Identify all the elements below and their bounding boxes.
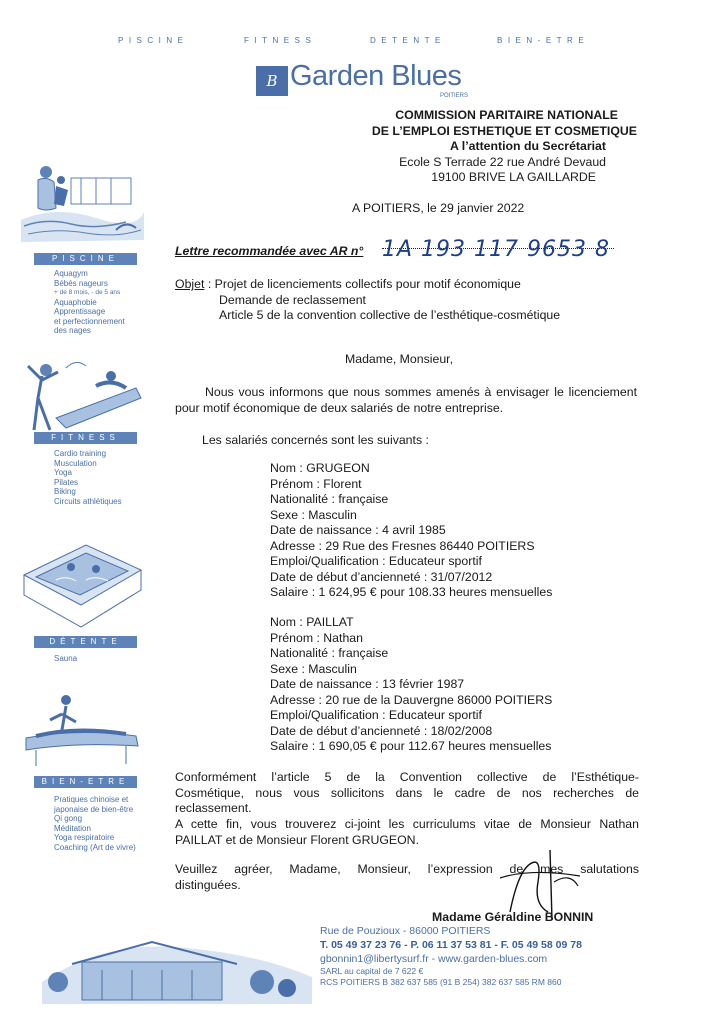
logo-name: Garden Blues bbox=[290, 60, 462, 92]
list-item: Musculation bbox=[54, 458, 97, 468]
list-item: Pratiques chinoise et bbox=[54, 795, 129, 804]
recipient-line-2: DE L’EMPLOI ESTHETIQUE ET COSMETIQUE bbox=[371, 123, 637, 138]
tagline-bien-etre: BIEN-ETRE bbox=[497, 36, 590, 45]
paragraph-intro: Nous vous informons que nous sommes amenés à envisager le licenciement pour motif économique de deux salariés de notre entreprise. bbox=[175, 385, 637, 415]
jacuzzi-illustration-icon bbox=[16, 535, 146, 630]
section-bar-detente: DÉTENTE bbox=[34, 636, 137, 648]
list-item: Pilates bbox=[54, 477, 79, 487]
list-item: Qi gong bbox=[54, 814, 83, 823]
subject-line-2: Demande de reclassement bbox=[219, 292, 366, 307]
signer-name: Madame Géraldine BONNIN bbox=[432, 910, 594, 924]
sidebar bbox=[12, 150, 152, 870]
list-item: Cardio training bbox=[54, 449, 107, 458]
employee-field: Prénom : Florent bbox=[270, 476, 362, 491]
footer-rcs: RCS POITIERS B 382 637 585 (91 B 254) 382 637 585 RM 860 bbox=[320, 977, 562, 987]
paragraph-article bbox=[175, 770, 639, 817]
fitness-illustration-icon bbox=[16, 358, 146, 433]
list-item: et perfectionnement bbox=[54, 316, 125, 326]
employee-field: Date de naissance : 13 février 1987 bbox=[270, 677, 465, 691]
letter-date: A POITIERS, le 29 janvier 2022 bbox=[352, 201, 525, 215]
list-item: Aquagym bbox=[54, 269, 88, 278]
list-item: des nages bbox=[54, 326, 91, 335]
list-detente bbox=[54, 654, 77, 664]
paragraph-line: Conformément l’article 5 de la Convention collective de l’Esthétique- bbox=[175, 770, 639, 784]
list-item: Bébés nageurs bbox=[54, 278, 108, 288]
list-item: Biking bbox=[54, 487, 76, 496]
employee-record bbox=[270, 461, 552, 601]
subject-line-1: Projet de licenciements collectifs pour motif économique bbox=[214, 277, 521, 291]
employee-field: Date de début d’ancienneté : 31/07/2012 bbox=[270, 569, 493, 584]
list-item: Circuits athlétiques bbox=[54, 496, 122, 506]
list-item: Coaching (Art de vivre) bbox=[54, 842, 136, 852]
paragraph-line: distinguées. bbox=[175, 877, 241, 892]
employee-field: Emploi/Qualification : Educateur sportif bbox=[270, 708, 482, 722]
tagline-detente: DETENTE bbox=[370, 36, 446, 45]
recipient-line-5: 19100 BRIVE LA GAILLARDE bbox=[431, 170, 596, 184]
logo-mark-icon: B bbox=[256, 66, 288, 96]
employee-field: Adresse : 29 Rue des Fresnes 86440 POITIERS bbox=[270, 538, 535, 553]
recipient-line-4: Ecole S Terrade 22 rue André Devaud bbox=[399, 154, 606, 169]
list-item: Yoga bbox=[54, 468, 72, 477]
list-item: Aquaphobie bbox=[54, 297, 97, 307]
recipient-line-3: A l’attention du Secrétariat bbox=[449, 139, 606, 153]
list-piscine bbox=[54, 269, 125, 336]
tagline bbox=[0, 36, 724, 50]
employee-field: Nationalité : française bbox=[270, 492, 389, 506]
employee-field: Date de naissance : 4 avril 1985 bbox=[270, 523, 446, 537]
employee-field: Salaire : 1 624,95 € pour 108.33 heures mensuelles bbox=[270, 585, 553, 599]
employee-field: Adresse : 20 rue de la Dauvergne 86000 POITIERS bbox=[270, 692, 553, 707]
employee-field: Date de début d’ancienneté : 18/02/2008 bbox=[270, 723, 493, 738]
swimming-illustration-icon bbox=[16, 150, 146, 250]
massage-illustration-icon bbox=[16, 690, 146, 770]
list-item: + de 8 mois, - de 5 ans bbox=[54, 289, 121, 296]
list-item: Yoga respiratoire bbox=[54, 833, 115, 842]
footer-phones: T. 05 49 37 23 76 - P. 06 11 37 53 81 - F. 05 49 58 09 78 bbox=[320, 939, 582, 951]
greeting: Madame, Monsieur, bbox=[345, 352, 453, 366]
subject-line-3: Article 5 de la convention collective de l’esthétique-cosmétique bbox=[219, 308, 561, 322]
recipient-line-1: COMMISSION PARITAIRE NATIONALE bbox=[395, 108, 618, 122]
section-bar-bien-etre: BIEN-ETRE bbox=[34, 776, 137, 788]
footer-address: Rue de Pouzioux - 86000 POITIERS bbox=[320, 925, 491, 937]
paragraph-line: Cosmétique, nous vous sollicitons dans le cadre de nos recherches de bbox=[175, 785, 639, 800]
employee-field: Salaire : 1 690,05 € pour 112.67 heures mensuelles bbox=[270, 739, 552, 753]
tagline-fitness: FITNESS bbox=[244, 36, 317, 45]
tagline-piscine: PISCINE bbox=[118, 36, 189, 45]
employee-field: Sexe : Masculin bbox=[270, 661, 357, 676]
list-item: japonaise de bien-être bbox=[54, 804, 134, 814]
building-illustration-icon bbox=[22, 922, 322, 1008]
employee-field: Nom : PAILLAT bbox=[270, 615, 354, 629]
footer-web: gbonnin1@libertysurf.fr - www.garden-blues.com bbox=[320, 953, 548, 965]
section-bar-piscine: PISCINE bbox=[34, 253, 137, 265]
list-item: Apprentissage bbox=[54, 307, 106, 316]
section-bar-fitness: FITNESS bbox=[34, 432, 137, 444]
paragraph-line: Veuillez agréer, Madame, Monsieur, l’expression de mes salutations bbox=[175, 862, 639, 876]
paragraph-line: reclassement. bbox=[175, 801, 252, 815]
employee-field: Nationalité : française bbox=[270, 646, 389, 660]
subject-block: Objet : Projet de licenciements collectifs pour motif économique Demande de reclassement Article 5 de la convention collective de l’esthétique-cosmétique bbox=[175, 277, 521, 324]
registered-mail-label: Lettre recommandée avec AR n° bbox=[175, 244, 364, 258]
employee-field: Sexe : Masculin bbox=[270, 507, 357, 522]
subject-label: Objet bbox=[175, 277, 205, 291]
paragraph-line: A cette fin, vous trouverez ci-joint les curriculums vitae de Monsieur Nathan bbox=[175, 817, 639, 831]
paragraph-employees-intro: Les salariés concernés sont les suivants : bbox=[202, 433, 429, 447]
list-item: Méditation bbox=[54, 823, 91, 833]
employee-record bbox=[270, 615, 552, 755]
employee-field: Emploi/Qualification : Educateur sportif bbox=[270, 554, 482, 568]
list-bien-etre bbox=[54, 795, 136, 852]
recipient-block bbox=[330, 108, 670, 186]
list-item: Sauna bbox=[54, 654, 78, 663]
company-logo bbox=[256, 62, 476, 102]
employee-field: Prénom : Nathan bbox=[270, 630, 363, 645]
logo-subtitle: POITIERS bbox=[440, 93, 469, 99]
employee-field: Nom : GRUGEON bbox=[270, 461, 370, 475]
footer-capital: SARL au capital de 7 622 € bbox=[320, 966, 424, 976]
paragraph-line: PAILLAT et de Monsieur Florent GRUGEON. bbox=[175, 832, 419, 847]
ar-number: 1A 193 117 9653 8 bbox=[382, 237, 610, 262]
list-fitness bbox=[54, 449, 122, 506]
footer-contact bbox=[320, 924, 620, 988]
